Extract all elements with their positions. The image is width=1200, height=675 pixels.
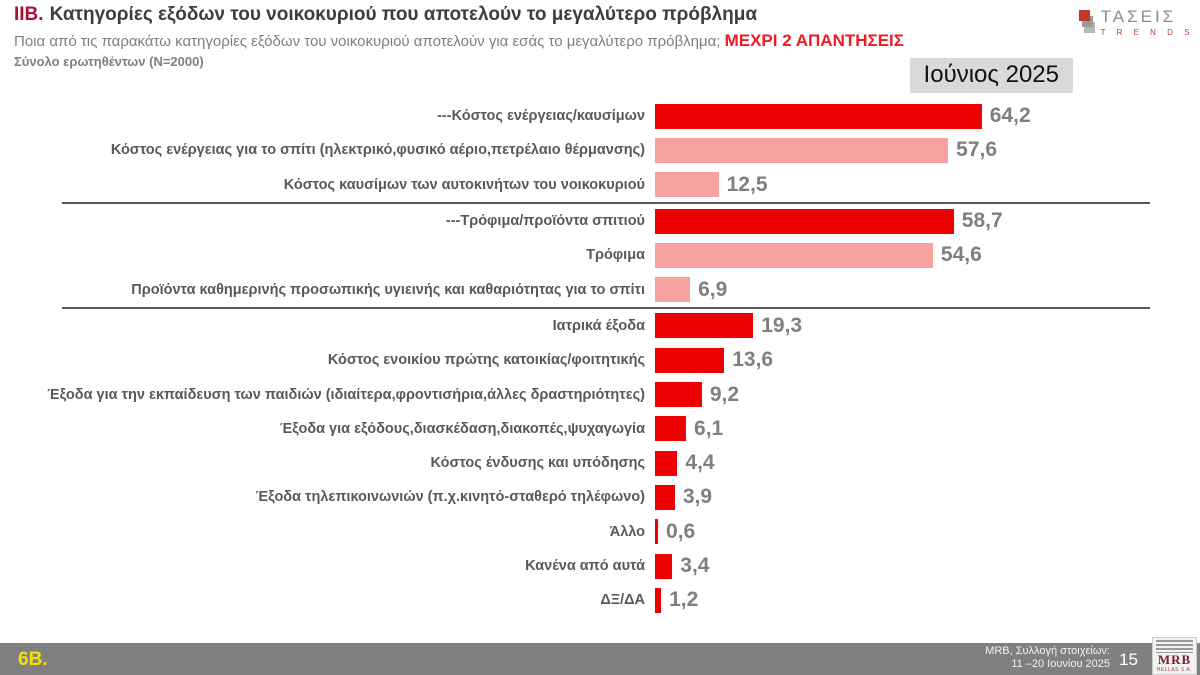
taseis-logo-icon — [1079, 8, 1097, 38]
bar — [655, 519, 658, 544]
chart-row — [0, 272, 1200, 306]
chart-row — [0, 343, 1200, 377]
bar-area — [655, 382, 1200, 407]
chart-row — [0, 133, 1200, 167]
brand-name: ΤΑΣΕΙΣ — [1100, 7, 1177, 26]
bar — [655, 348, 724, 373]
bar-chart — [0, 99, 1200, 617]
chart-row — [0, 377, 1200, 411]
bar-area — [655, 313, 1200, 338]
bar — [655, 138, 948, 163]
section-number: ΙΙΒ. — [14, 4, 44, 25]
bar-area — [655, 519, 1200, 544]
bar — [655, 485, 675, 510]
chart-row — [0, 99, 1200, 133]
bar-area — [655, 209, 1200, 234]
bar-value: 13,6 — [732, 348, 774, 372]
category-label: ---Κόστος ενέργειας/καυσίμων — [437, 108, 645, 125]
mrb-logo — [1152, 637, 1197, 675]
bar-area — [655, 348, 1200, 373]
category-label: Ιατρικά έξοδα — [552, 317, 645, 334]
chart-row — [0, 309, 1200, 343]
chart-row — [0, 446, 1200, 480]
bar-value: 6,1 — [694, 416, 724, 440]
chart-row — [0, 480, 1200, 514]
category-label: Κόστος ενέργειας για το σπίτι (ηλεκτρικό,φυσικό αέριο,πετρέλαιο θέρμανσης) — [110, 142, 645, 159]
bar — [655, 588, 661, 613]
bar-area — [655, 485, 1200, 510]
question-body: Ποια από τις παρακάτω κατηγορίες εξόδων του νοικοκυριού αποτελούν για εσάς το μεγαλύτερο πρόβλημα; — [14, 33, 725, 50]
brand-subtitle: T R E N D S — [1100, 28, 1194, 37]
bar-value: 64,2 — [989, 104, 1031, 128]
bar — [655, 172, 719, 197]
bar-value: 58,7 — [961, 209, 1003, 233]
question-text — [14, 31, 904, 51]
chart-row — [0, 515, 1200, 549]
bar — [655, 277, 690, 302]
category-label: Έξοδα για εξόδους,διασκέδαση,διακοπές,ψυχαγωγία — [279, 420, 645, 437]
bar-area — [655, 243, 1200, 268]
chart-row — [0, 549, 1200, 583]
source-line2: 11 –20 Ιουνίου 2025 — [1011, 658, 1110, 671]
bar — [655, 243, 933, 268]
bar-value: 54,6 — [940, 243, 982, 267]
sample-size-note: Σύνολο ερωτηθέντων (N=2000) — [14, 54, 204, 69]
bar-area — [655, 588, 1200, 613]
bar-area — [655, 451, 1200, 476]
bar-value: 4,4 — [685, 451, 715, 475]
bar-area — [655, 172, 1200, 197]
chart-row — [0, 204, 1200, 238]
source-note — [985, 645, 1110, 673]
bar-value: 3,4 — [680, 554, 710, 577]
bar — [655, 104, 982, 129]
category-label: Έξοδα τηλεπικοινωνιών (π.χ.κινητό-σταθερό τηλέφωνο) — [255, 489, 645, 506]
bar-value: 9,2 — [709, 382, 740, 406]
bar-area — [655, 554, 1200, 579]
chart-row — [0, 168, 1200, 202]
chart-row — [0, 412, 1200, 446]
taseis-logo — [1079, 8, 1194, 38]
category-label: Κόστος ένδυσης και υπόδησης — [430, 455, 645, 472]
category-label: Κόστος καυσίμων των αυτοκινήτων του νοικοκυριού — [283, 176, 645, 193]
bar-area — [655, 138, 1200, 163]
source-line1: MRB, Συλλογή στοιχείων: — [985, 644, 1110, 657]
mrb-logo-subtext: HELLAS S.A. — [1156, 667, 1193, 674]
question-highlight: ΜΕΧΡΙ 2 ΑΠΑΝΤΗΣΕΙΣ — [724, 31, 904, 50]
bar — [655, 313, 753, 338]
category-label: ---Τρόφιμα/προϊόντα σπιτιού — [445, 213, 645, 230]
bar-value: 12,5 — [726, 172, 768, 196]
category-label: Έξοδα για την εκπαίδευση των παιδιών (ιδιαίτερα,φροντισήρια,άλλες δραστηριότητες) — [47, 386, 645, 403]
slide-code: 6Β. — [18, 649, 48, 670]
bar-value: 19,3 — [761, 313, 803, 337]
bar-area — [655, 277, 1200, 302]
bar-value: 3,9 — [682, 485, 713, 509]
page-title — [14, 4, 757, 26]
category-label: ΔΞ/ΔΑ — [600, 592, 645, 609]
mrb-logo-text: MRB — [1157, 652, 1192, 667]
bar — [655, 382, 702, 407]
bar — [655, 554, 672, 579]
category-label: Τρόφιμα — [586, 247, 645, 264]
bar-value: 57,6 — [956, 138, 998, 162]
bar-value: 1,2 — [669, 588, 699, 612]
category-label: Κανένα από αυτά — [525, 558, 645, 574]
category-label: Προϊόντα καθημερινής προσωπικής υγιεινής και καθαριότητας για το σπίτι — [131, 281, 645, 298]
bar-area — [655, 416, 1200, 441]
page-number: 15 — [1119, 650, 1138, 669]
bar-value: 6,9 — [698, 277, 728, 301]
bar — [655, 209, 954, 234]
bar — [655, 416, 686, 441]
bar-area — [655, 104, 1200, 129]
category-label: Άλλο — [609, 523, 645, 540]
period-badge: Ιούνιος 2025 — [910, 58, 1073, 93]
chart-row — [0, 583, 1200, 617]
chart-row — [0, 238, 1200, 272]
bar-value: 0,6 — [666, 519, 696, 543]
title-text: Κατηγορίες εξόδων του νοικοκυριού που αποτελούν το μεγαλύτερο πρόβλημα — [49, 4, 758, 25]
category-label: Κόστος ενοικίου πρώτης κατοικίας/φοιτητικής — [327, 352, 645, 369]
bar — [655, 451, 677, 476]
